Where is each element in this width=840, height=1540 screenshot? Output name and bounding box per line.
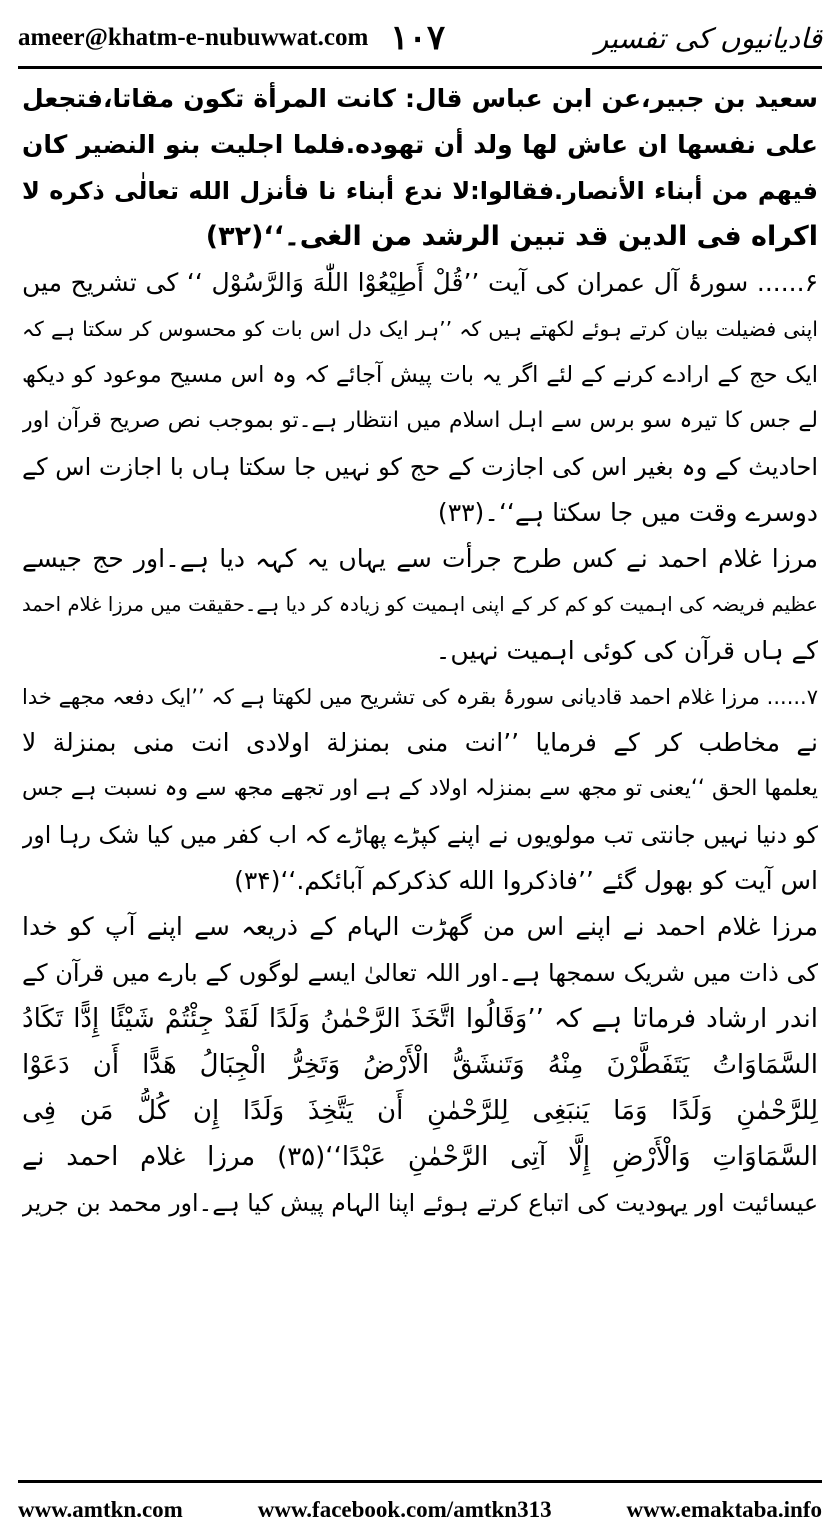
book-title: قادیانیوں کی تفسیر [594,21,822,55]
text-line: السَّمَاوَاتُ یَتَفَطَّرْنَ مِنْهُ وَتَنشَقُّ الْأَرْضُ وَتَخِرُّ الْجِبَالُ هَدًّا أَن دَعَوْا [22,1050,818,1080]
text-line: مرزا غلام احمد نے اپنے اس من گھڑت الہام کے ذریعہ سے اپنے آپ کو خدا [22,912,818,941]
text-line: ۷...... مرزا غلام احمد قادیانی سورۂ بقرہ کی تشریح میں لکھتا ہے کہ ’’ایک دفعہ مجھے خدا [22,685,818,709]
text-line: نے مخاطب کر کے فرمایا ’’انت منی بمنزلة اولادی انت منی بمنزلة لا [22,728,818,757]
text-line: عیسائیت اور یہودیت کی اتباع کرتے ہوئے اپنا الہام پیش کیا ہے۔اور محمد بن جریر [22,1189,818,1217]
page-footer [18,1492,822,1528]
header-left [18,18,445,58]
footer-link-amtkn[interactable]: www.amtkn.com [18,1497,183,1522]
text-line: ۶...... سورۂ آل عمران کی آیت ’’قُلْ أَطِیْعُوْا اللّٰهَ وَالرَّسُوْل ‘‘ کی تشریح میں [22,268,818,297]
text-line: یعلمها الحق ‘‘یعنی تو مجھ سے بمنزلہ اولاد کے ہے اور تجھے مجھ سے وہ نسبت ہے جس [22,776,818,801]
header-email[interactable]: ameer@khatm-e-nubuwwat.com [18,24,369,51]
page-header [18,18,822,58]
text-line: عظیم فریضہ کی اہمیت کو کم کر کے اپنی اہمیت کو زیادہ کر دیا ہے۔حقیقت میں مرزا غلام احمد [22,593,818,616]
text-line: فیهم من أبناء الأنصار.فقالوا:لا ندع أبناء نا فأنزل الله تعالٰی ذکره لا [22,177,818,205]
text-line: السَّمَاوَاتِ وَالْأَرْضِ إِلَّا آتِی الرَّحْمٰنِ عَبْدًا‘‘(۳۵) مرزا غلام احمد نے [22,1142,818,1172]
text-line: دوسرے وقت میں جا سکتا ہے‘‘۔(۳۳) [437,498,818,527]
footer-divider [18,1480,822,1483]
text-line: ایک حج کے ارادے کرنے کے لئے اگر یہ بات پیش آجائے کہ وہ اس مسیح موعود کو دیکھ [22,362,818,388]
text-line: اندر ارشاد فرماتا ہے کہ ’’وَقَالُوا اتَّخَذَ الرَّحْمٰنُ وَلَدًا لَقَدْ جِئْتُمْ شَیْئًا إِدًّا تَکَادُ [22,1004,818,1034]
text-line: اکراه فی الدین قد تبین الرشد من الغی۔‘‘(۳۲) [205,221,818,252]
text-line: اس آیت کو بھول گئے ’’فاذکروا الله کذکرکم آبائکم.‘‘(۳۴) [234,866,818,895]
footer-link-facebook[interactable]: www.facebook.com/amtkn313 [257,1497,552,1522]
header-divider [18,66,822,69]
footer-link-emaktaba[interactable]: www.emaktaba.info [626,1497,822,1522]
page-number: ۱۰۷ [390,18,446,58]
text-line: کے ہاں قرآن کی کوئی اہمیت نہیں۔ [435,636,818,665]
text-line: اپنی فضیلت بیان کرتے ہوئے لکھتے ہیں کہ ’’ہر ایک دل اس بات کو محسوس کر سکتا ہے کہ [22,317,818,341]
page-body [22,76,818,1226]
text-line: کو دنیا نہیں جانتی تب مولویوں نے اپنے کپڑے پھاڑے کہ اب کفر میں کیا شک رہا اور [22,821,818,849]
text-line: لے جس کا تیرہ سو برس سے اہل اسلام میں انتظار ہے۔تو بموجب نص صریح قرآن اور [22,408,818,433]
text-line: احادیث کے وہ بغیر اس کی اجازت کے حج کو نہیں جا سکتا ہاں با اجازت اس کے [22,453,818,481]
text-line: علی نفسها ان عاش لها ولد أن تهوده.فلما اجلیت بنو النضیر کان [22,130,818,159]
text-line: کی ذات میں شریک سمجھا ہے۔اور اللہ تعالیٰ ایسے لوگوں کے بارے میں قرآن کے [22,959,818,987]
text-line: لِلرَّحْمٰنِ وَلَدًا وَمَا یَنبَغِی لِلرَّحْمٰنِ أَن یَتَّخِذَ وَلَدًا إِن کُلُّ مَن فِی [22,1096,818,1126]
text-line: سعید بن جبیر،عن ابن عباس قال: کانت المرأة تکون مقاتا،فتجعل [22,84,818,113]
text-line: مرزا غلام احمد نے کس طرح جرأت سے یہاں یہ کہہ دیا ہے۔اور حج جیسے [22,544,818,573]
